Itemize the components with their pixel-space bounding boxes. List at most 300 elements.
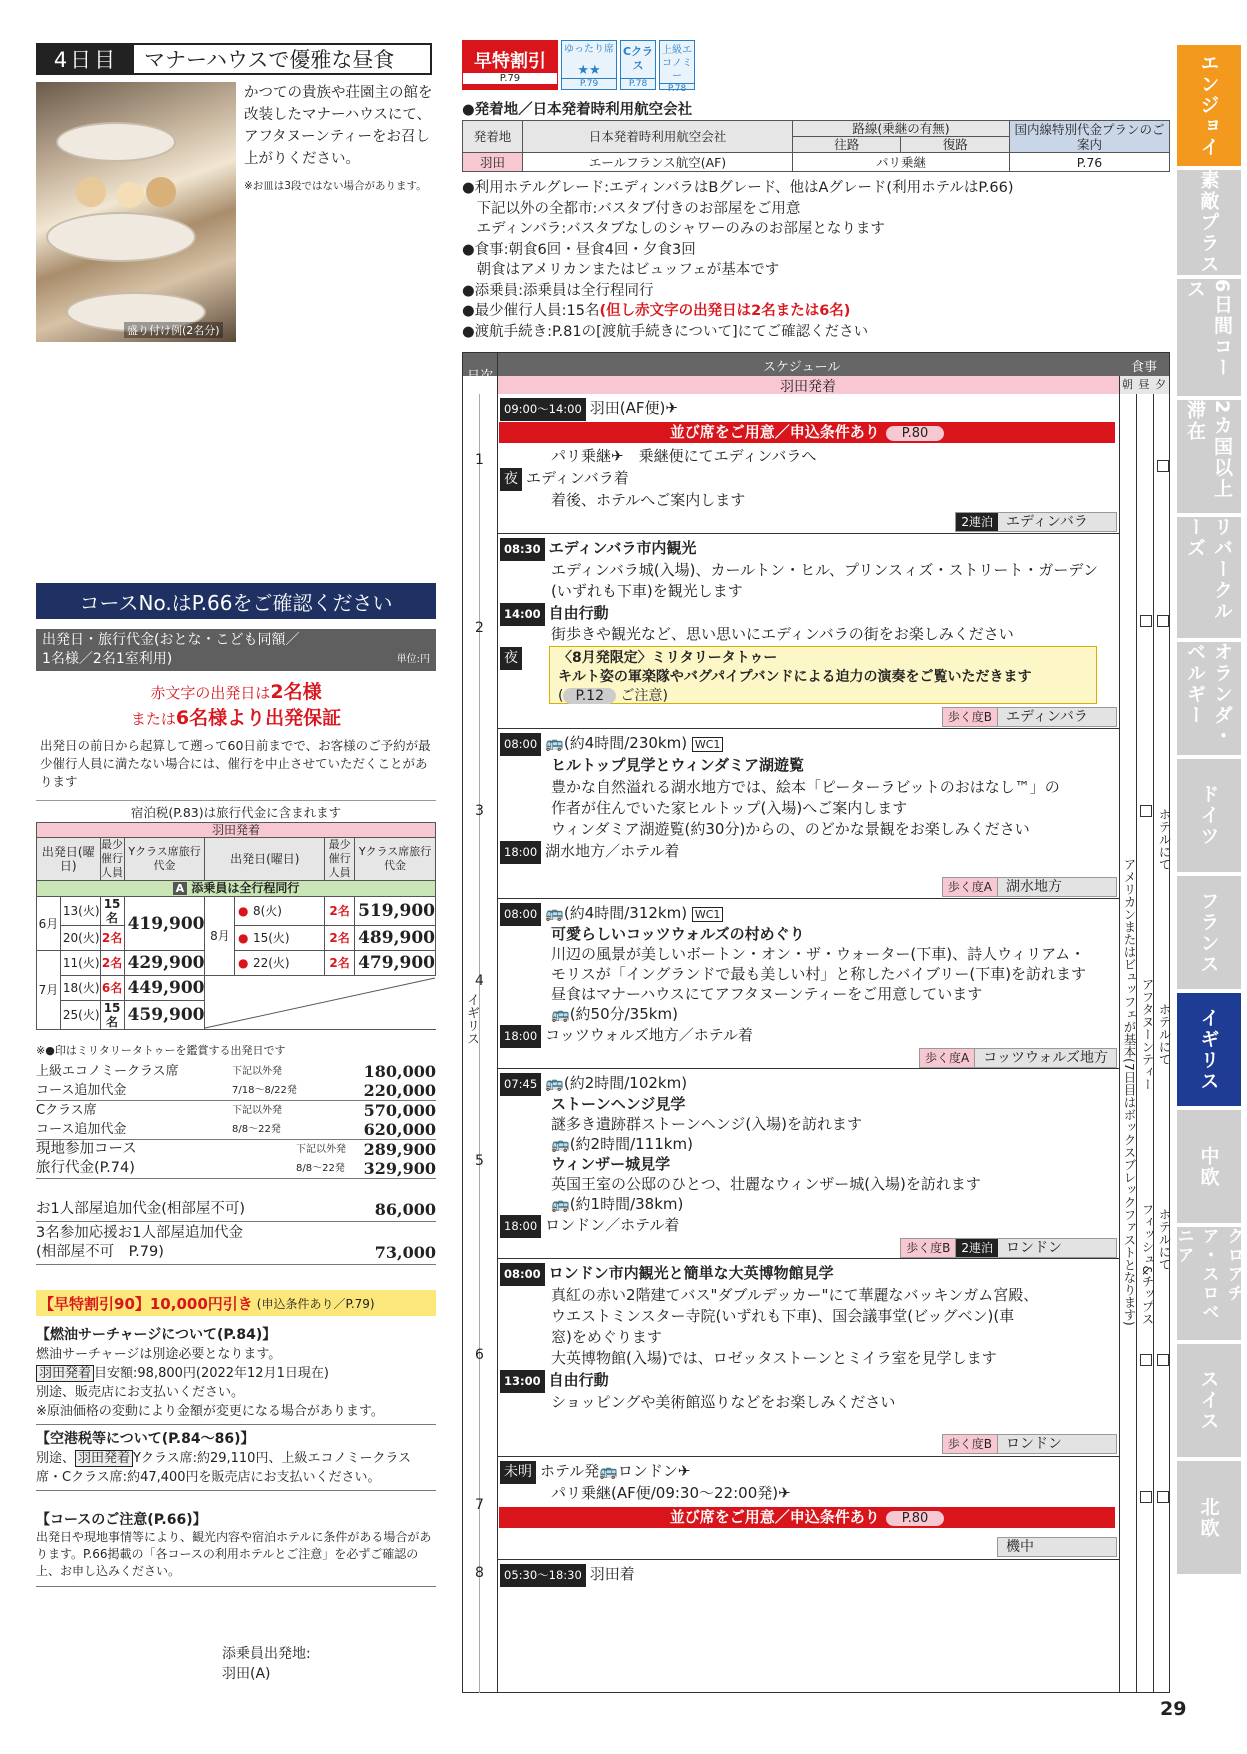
price-cell: 519,900 [355, 897, 436, 926]
time-tag: 18:00 [500, 1215, 541, 1238]
origin-tag: 羽田発着 [36, 1365, 94, 1382]
price-header-line1: 出発日・旅行代金(おとな・こども同額／ [42, 632, 300, 648]
breakfast-note: アメリカンまたはビュッフェが基本(7日目はボックスブレックファストとなります) [1122, 858, 1137, 1326]
info-line: 下記以外の全都市:バスタブ付きのお部屋をご用意 [462, 200, 801, 217]
three-person-label: 3名参加応援お1人部屋追加代金 [36, 1225, 243, 1241]
date-cell: 13(火) [60, 897, 100, 926]
schedule-line: (約4時間/230km) [563, 734, 688, 752]
min-cell: 15名 [100, 897, 124, 926]
schedule-line: エディンバラ市内観光 [548, 539, 697, 557]
schedule-line: ホテル発🚌ロンドン✈ [540, 1462, 691, 1480]
schedule-line: 自由行動 [548, 604, 609, 622]
time-tag: 05:30～18:30 [500, 1564, 586, 1587]
lunch-box-day3 [1140, 805, 1152, 817]
addon-amount: 620,000 [363, 1120, 436, 1139]
column-divider [1119, 376, 1120, 1693]
dinner-hotel-note: ホテルにて [1157, 1208, 1172, 1271]
badge-label: ゆったり席 [564, 44, 614, 55]
tattoo-title: 〈8月発限定〉ミリタリータトゥー [558, 650, 778, 666]
date-cell: 18(火) [60, 976, 100, 1001]
info-line: ●添乗員:添乗員は全行程同行 [462, 282, 654, 299]
schedule-line: (約2時間/111km) [569, 1135, 693, 1153]
bus-icon: 🚌 [545, 1074, 564, 1092]
addon-amount: 570,000 [363, 1101, 436, 1120]
lunch-box-day6 [1140, 1354, 1152, 1366]
bus-icon: 🚌 [551, 1005, 570, 1023]
dinner-box-day7 [1157, 1491, 1169, 1503]
day4-title: マナーハウスで優雅な昼食 [144, 48, 395, 72]
fuel-text: 燃油サーチャージは別途必要となります。 [36, 1347, 282, 1362]
empty-cell [205, 976, 436, 1030]
cancel-note: 出発日の前日から起算して遡って60日前までで、お客様のご予約が最少催行人員に満たない場合には、催行を中止させていただくことがあります [40, 738, 431, 789]
schedule-line: (約1時間/38km) [569, 1195, 684, 1213]
date-cell: 25(火) [60, 1001, 100, 1030]
badge-row [462, 40, 695, 94]
single-room-label: お1人部屋追加代金(相部屋不可) [36, 1201, 246, 1217]
walk-level: 歩く度B [943, 1435, 998, 1453]
schedule-line: 昼食はマナーハウスにてアフタヌーンティーをご用意しています [551, 985, 983, 1003]
upper-economy-badge [659, 40, 695, 94]
schedule-line: ウィンダミア湖遊覧(約30分)からの、のどかな景観をお楽しみください [551, 820, 1030, 838]
price-cell: 489,900 [355, 926, 436, 951]
time-tag: 08:30 [500, 538, 545, 561]
schedule-line: 豊かな自然溢れる湖水地方では、絵本「ピーターラビットのおはなし™」の [551, 778, 1060, 796]
single-room-amount: 86,000 [374, 1200, 436, 1219]
tab-enjoy[interactable]: エンジョイ [1177, 45, 1241, 166]
photo-caption: 盛り付け例(2名分) [124, 322, 223, 338]
early-discount-box [36, 1290, 436, 1316]
schedule-line: 作者が住んでいた家ヒルトップ(入場)へご案内します [551, 799, 908, 817]
afternoon-tea-photo [36, 82, 236, 342]
addon-period: 8/8～22発 [232, 1124, 281, 1135]
schedule-line: 英国王室の公邸のひとつ、壮麗なウィンザー城(入場)を訪れます [551, 1175, 981, 1193]
schedule-line: ウエストミンスター寺院(いずれも下車)、国会議事堂(ビッグベン)(車 [551, 1307, 1015, 1325]
schedule-line: (約4時間/312km) [563, 904, 688, 922]
schedule-line: 川辺の風景が美しいボートン・オン・ザ・ウォーター(下車)、詩人ウィリアム・ [551, 945, 1086, 963]
price-cell: 429,900 [124, 951, 205, 976]
addon-prices [36, 1062, 436, 1179]
military-tattoo-note: ※●印はミリタリータトゥーを鑑賞する出発日です [36, 1044, 286, 1057]
addon-label: 現地参加コース [36, 1141, 137, 1157]
group-row [37, 881, 436, 897]
seat-banner-page: P.80 [886, 1511, 945, 1526]
escort-departure [222, 1644, 311, 1684]
time-tag: 14:00 [500, 603, 545, 626]
group-badge: A [173, 882, 188, 895]
early-discount-badge [462, 40, 558, 90]
col-return: 復路 [901, 137, 1010, 153]
tattoo-page: P.12 [563, 688, 616, 704]
day-6 [475, 1259, 1119, 1457]
addon-period: 下記以外発 [296, 1144, 346, 1155]
min-cell: 15名 [100, 1001, 124, 1030]
schedule-line: エディンバラ城(入場)、カールトン・ヒル、プリンスィズ・ストリート・ガーデン [551, 561, 1099, 579]
info-line: ●渡航手続き:P.81の[渡航手続きについて]にてご確認ください [462, 323, 869, 340]
day-number: 2 [475, 620, 484, 636]
addon-period: 7/18～8/22発 [232, 1085, 297, 1096]
military-tattoo-box: 〈8月発限定〉ミリタリータトゥー キルト姿の軍楽隊やバグパイプバンドによる迫力の演奏をご覧いただきます ( P.12 ご注意) [549, 646, 1097, 704]
info-line: エディンバラ:バスタブなしのシャワーのみのお部屋となります [462, 221, 885, 237]
time-tag: 09:00～14:00 [500, 398, 586, 421]
walk-level: 歩く度A [943, 878, 998, 896]
tab-croatia-slovenia[interactable]: クロアチア・スロベニア [1177, 1227, 1241, 1340]
day4-header [36, 43, 432, 75]
origin-cell: 羽田 [463, 153, 523, 172]
addon-label: 旅行代金(P.74) [36, 1160, 135, 1176]
price-header-line2: 1名様／2名1室利用) [42, 651, 173, 667]
airport-title: 【空港税等について(P.84～86)】 [36, 1431, 255, 1447]
col-date: 出発日(曜日) [205, 838, 325, 881]
dinner-hotel-note: ホテルにて [1157, 808, 1172, 871]
addon-label: 上級エコノミークラス席 [36, 1064, 179, 1079]
stay-label [942, 1434, 1117, 1454]
stay-city: ロンドン [1006, 1436, 1062, 1452]
tattoo-caution: ご注意) [620, 688, 668, 704]
info-line: ●利用ホテルグレード:エディンバラはBグレード、他はAグレード(利用ホテルはP.66) [462, 180, 1014, 196]
tab-6-days[interactable]: 6日間コース [1177, 279, 1241, 396]
stay-city: コッツウォルズ地方 [983, 1050, 1108, 1066]
month-june: 6月 [37, 897, 61, 951]
day-3 [475, 729, 1119, 899]
day-number: 1 [475, 452, 484, 468]
tattoo-mark: ● [235, 897, 251, 926]
schedule-line: (約2時間/102km) [563, 1074, 688, 1092]
star-icon: ★★ [577, 63, 601, 78]
tour-info [462, 178, 1192, 342]
fuel-text: ※原油価格の変動により金額が変更になる場合があります。 [36, 1404, 384, 1419]
day-number: 7 [475, 1497, 484, 1513]
schedule-line: 可愛らしいコッツウォルズの村めぐり [551, 925, 805, 943]
escort-departure-label: 添乗員出発地: [222, 1646, 311, 1662]
schedule-line: モリスが「イングランドで最も美しい村」と称したバイブリー(下車)を訪れます [551, 965, 1087, 983]
schedule-line: ヒルトップ見学とウィンダミア湖遊覧 [551, 756, 805, 774]
day-5 [475, 1069, 1119, 1259]
col-price: Yクラス席旅行代金 [124, 838, 205, 881]
col-price: Yクラス席旅行代金 [355, 838, 436, 881]
price-cell: 479,900 [355, 951, 436, 976]
tattoo-mark: ● [235, 926, 251, 951]
departure-guarantee [36, 680, 436, 732]
dinner-box-day1 [1157, 460, 1169, 472]
price-unit: 単位:円 [396, 654, 430, 665]
c-class-badge [620, 40, 656, 90]
tab-river-cruise[interactable]: リバークルーズ [1177, 517, 1241, 638]
col-route: 路線(乗継の有無) [793, 121, 1010, 137]
airport-text: Yクラス席:約29,110円、上級エコノミークラス席・Cクラス席:約47,400円を販売店にお支払いください。 [36, 1451, 412, 1485]
stay-label [942, 877, 1117, 897]
header-breakfast: 朝 [1121, 378, 1133, 391]
col-airline: 日本発着時利用航空会社 [523, 121, 793, 153]
col-min: 最少催行人員 [325, 838, 355, 881]
accommodation-tax-note: 宿泊税(P.83)は旅行代金に含まれます [36, 800, 436, 821]
day-number: 6 [475, 1347, 484, 1363]
time-tag: 08:00 [500, 733, 541, 756]
info-line: ●食事:朝食6回・昼食4回・夕食3回 [462, 241, 696, 258]
stay-label [997, 1537, 1117, 1557]
info-line: 朝食はアメリカンまたはビュッフェが基本です [462, 262, 780, 278]
day4-number: 4日目 [38, 45, 134, 73]
walk-level: 歩く度A [920, 1049, 975, 1067]
airport-tax [36, 1430, 436, 1491]
tab-central-europe[interactable]: 中欧 [1177, 1110, 1241, 1223]
stay-city: エディンバラ [1006, 709, 1088, 725]
route-cell: パリ乗継 [793, 153, 1010, 172]
schedule-table [462, 352, 1170, 1693]
diagonal-line [205, 978, 435, 1028]
dinner-box-day2 [1157, 615, 1169, 627]
min-cell: 2名 [325, 926, 355, 951]
time-tag: 未明 [500, 1461, 536, 1484]
schedule-line: パリ乗継(AF便/09:30～22:00発)✈ [551, 1484, 791, 1502]
fuel-surcharge [36, 1326, 436, 1425]
addon-label: コース追加代金 [36, 1083, 127, 1098]
col-min: 最少催行人員 [101, 838, 124, 879]
time-tag: 18:00 [500, 841, 541, 864]
tab-france[interactable]: フランス [1177, 876, 1241, 989]
min-people-note: (但し赤文字の出発日は2名または6名) [599, 303, 851, 319]
airline-cell: エールフランス航空(AF) [523, 153, 793, 172]
page-number: 29 [1160, 1698, 1187, 1720]
guarantee-text: または [130, 710, 176, 728]
header-dinner: 夕 [1155, 378, 1167, 391]
badge-label: 上級エコノミー [662, 45, 692, 82]
caution-body: 出発日や現地事情等により、観光内容や宿泊ホテルに条件がある場合があります。P.66掲載の「各コースの利用ホテルとご注意」を必ずご確認の上、お申し込みください。 [36, 1530, 432, 1578]
tab-germany[interactable]: ドイツ [1177, 759, 1241, 872]
escort-departure-value: 羽田(A) [222, 1666, 271, 1682]
header-lunch: 昼 [1138, 378, 1150, 391]
tab-netherlands-belgium[interactable]: オランダ・ベルギー [1177, 642, 1241, 755]
schedule-line: 窓)をめぐります [551, 1328, 662, 1346]
badge-label: 早特割引 [474, 50, 546, 72]
airport-text: 別途、 [36, 1451, 76, 1466]
day-4 [475, 899, 1119, 1069]
three-person-row [36, 1222, 436, 1265]
header-schedule: スケジュール [763, 360, 841, 375]
day-number: 3 [475, 803, 484, 819]
time-tag: 夜 [500, 647, 522, 670]
badge-label: Cクラス [622, 45, 654, 72]
bus-icon: 🚌 [545, 904, 564, 922]
stay-label [919, 1048, 1117, 1068]
lunch-box-day7 [1140, 1491, 1152, 1503]
min-cell: 2名 [325, 897, 355, 926]
schedule-line: 大英博物館(入場)では、ロゼッタストーンとミイラ室を見学します [551, 1349, 997, 1367]
table-origin: 羽田発着 [37, 823, 436, 838]
schedule-line: 真紅の赤い2階建てバス"ダブルデッカー"にて華麗なバッキンガム宮殿、 [551, 1286, 1039, 1304]
badge-page: P.78 [660, 83, 694, 94]
addon-amount: 329,900 [363, 1159, 436, 1178]
single-room-prices [36, 1198, 436, 1265]
addon-amount: 289,900 [363, 1140, 436, 1159]
early-discount-main: 【早特割引90】10,000円引き [39, 1294, 253, 1313]
schedule-line: 街歩きや観光など、思い思いにエディンバラの街をお楽しみください [551, 625, 1014, 643]
schedule-header [463, 353, 1169, 384]
addon-local-join [36, 1140, 436, 1179]
stay-city: ロンドン [1006, 1240, 1062, 1256]
schedule-line: 羽田着 [589, 1565, 635, 1583]
schedule-line: ショッピングや美術館巡りなどをお楽しみください [551, 1393, 896, 1411]
walk-level: 歩く度B [943, 708, 998, 726]
schedule-line: ロンドン市内観光と簡単な大英博物館見学 [548, 1264, 834, 1282]
header-day: 日次 [467, 369, 494, 384]
tab-uk[interactable]: イギリス [1177, 993, 1241, 1106]
schedule-line: 着後、ホテルへご案内します [551, 491, 746, 509]
addon-period: 下記以外発 [232, 1105, 282, 1116]
walk-level: 歩く度B [901, 1239, 956, 1257]
price-header [36, 629, 436, 671]
tab-nordic[interactable]: 北欧 [1177, 1461, 1241, 1574]
day-1 [475, 394, 1119, 534]
col-outbound: 往路 [793, 137, 901, 153]
three-person-label: (相部屋不可 P.79) [36, 1244, 164, 1260]
schedule-line: コッツウォルズ地方／ホテル着 [545, 1026, 754, 1044]
day-7 [475, 1457, 1119, 1560]
seat-banner [499, 422, 1115, 443]
time-tag: 13:00 [500, 1370, 545, 1393]
seat-banner-page: P.80 [886, 426, 945, 441]
stay-label [900, 1238, 1117, 1258]
fuel-title: 【燃油サーチャージについて(P.84)】 [36, 1327, 277, 1343]
origin-tag: 羽田発着 [75, 1450, 133, 1467]
time-tag: 夜 [500, 468, 522, 491]
stay-nights: 2連泊 [956, 1239, 998, 1257]
schedule-line: パリ乗継✈ 乗継便にてエディンバラへ [551, 447, 817, 465]
country-label: イギリス [464, 993, 479, 1045]
bus-icon: 🚌 [551, 1135, 570, 1153]
tattoo-mark: ● [235, 951, 251, 976]
day4-note: ※お皿は3段ではない場合があります。 [244, 180, 427, 192]
min-cell: 2名 [100, 951, 124, 976]
wc-tag: WC1 [692, 737, 724, 752]
badge-page: P.78 [621, 78, 655, 89]
stay-city: エディンバラ [1006, 514, 1088, 530]
schedule-line: (約50分/35km) [569, 1005, 678, 1023]
stay-city: 湖水地方 [1006, 879, 1062, 895]
date-cell: 8(火) [251, 897, 325, 926]
meal-subheader [1119, 376, 1169, 394]
guarantee-two: 2名様 [270, 681, 322, 703]
stay-nights: 2連泊 [956, 513, 998, 531]
seat-banner-text: 並び席をご用意／申込条件あり [669, 423, 880, 441]
schedule-line: 謎多き遺跡群ストーンヘンジ(入場)を訪れます [551, 1115, 863, 1133]
time-tag: 08:00 [500, 1263, 545, 1286]
day-2 [475, 534, 1119, 729]
price-cell: 449,900 [124, 976, 205, 1001]
airline-heading: ●発着地／日本発着時利用航空会社 [462, 102, 693, 118]
wc-tag: WC1 [692, 907, 724, 922]
tattoo-desc: キルト姿の軍楽隊やバグパイプバンドによる迫力の演奏をご覧いただきます [558, 669, 1032, 685]
min-cell: 6名 [100, 976, 124, 1001]
fuel-text: 目安額:98,800円(2022年12月1日現在) [94, 1366, 329, 1381]
time-tag: 08:00 [500, 903, 541, 926]
dinner-box-day6 [1157, 1354, 1169, 1366]
lunch-day5-note: フィッシュ&チップス [1140, 1203, 1155, 1326]
addon-c-class [36, 1101, 436, 1140]
addon-period: 8/8～22発 [296, 1163, 345, 1174]
min-cell: 2名 [325, 951, 355, 976]
three-person-amount: 73,000 [374, 1243, 436, 1262]
date-cell: 22(火) [251, 951, 325, 976]
day4-description: かつての貴族や荘園主の館を改装したマナーハウスにて、アフタヌーンティーをお召し上がりください。 [244, 85, 433, 167]
yuttari-badge [561, 40, 617, 90]
month-july: 7月 [37, 951, 61, 1030]
schedule-line: 湖水地方／ホテル着 [545, 842, 680, 860]
course-number-banner: コースNo.はP.66をご確認ください [36, 583, 436, 619]
min-cell: 2名 [100, 926, 124, 951]
tab-suteki-plus[interactable]: 素敵プラス [1177, 170, 1241, 275]
badge-page: P.79 [562, 78, 616, 89]
addon-amount: 220,000 [363, 1081, 436, 1100]
badge-page: P.79 [463, 73, 557, 84]
airline-table [462, 120, 1170, 172]
schedule-line: ロンドン／ホテル着 [545, 1216, 680, 1234]
schedule-line: エディンバラ着 [526, 469, 629, 487]
lunch-day4-note: アフタヌーンティー [1140, 978, 1155, 1091]
bus-icon: 🚌 [545, 734, 564, 752]
col-date: 出発日(曜日) [37, 838, 101, 881]
price-cell: 419,900 [124, 897, 205, 951]
col-origin: 発着地 [463, 121, 523, 153]
addon-period: 下記以外発 [232, 1066, 282, 1077]
dinner-hotel-note: ホテルにて [1157, 1003, 1172, 1066]
col-domestic: 国内線特別代金プランのご案内 [1010, 121, 1170, 153]
addon-label: Cクラス席 [36, 1103, 97, 1118]
day-number: 5 [475, 1153, 484, 1169]
stay-label [942, 707, 1117, 727]
caution-title: 【コースのご注意(P.66)】 [36, 1512, 207, 1528]
info-line: ●最少催行人員:15名 [462, 303, 600, 319]
day-8 [475, 1560, 1119, 1590]
schedule-line: ストーンヘンジ見学 [551, 1095, 686, 1113]
guarantee-text: より出発保証 [227, 707, 342, 729]
single-room-row [36, 1198, 436, 1222]
time-tag: 18:00 [500, 1025, 541, 1048]
domestic-cell: P.76 [1010, 153, 1170, 172]
date-cell: 20(火) [60, 926, 100, 951]
date-cell: 15(火) [251, 926, 325, 951]
seat-banner-text: 並び席をご用意／申込条件あり [669, 1508, 880, 1526]
course-caution [36, 1512, 436, 1587]
guarantee-text: 赤文字の出発日は [150, 684, 271, 702]
lunch-box-day2 [1140, 615, 1152, 627]
price-table [36, 822, 436, 1030]
month-august: 8月 [205, 897, 235, 976]
time-tag: 07:45 [500, 1073, 541, 1096]
tab-switzerland[interactable]: スイス [1177, 1344, 1241, 1457]
price-cell: 459,900 [124, 1001, 205, 1030]
group-label: 添乗員は全行程同行 [191, 881, 300, 895]
schedule-line: (いずれも下車)を観光します [551, 582, 743, 600]
addon-label: コース追加代金 [36, 1122, 127, 1137]
header-meal: 食事 [1131, 360, 1158, 375]
schedule-origin: 羽田発着 [497, 376, 1119, 394]
addon-upper-economy [36, 1062, 436, 1101]
addon-amount: 180,000 [363, 1062, 436, 1081]
seat-banner [499, 1507, 1115, 1528]
day-number: 8 [475, 1565, 484, 1581]
stay-label [955, 512, 1117, 532]
fuel-text: 別途、販売店にお支払いください。 [36, 1385, 245, 1400]
schedule-line: 自由行動 [548, 1371, 609, 1389]
stay-city: 機中 [1006, 1539, 1034, 1555]
schedule-line: 羽田(AF便)✈ [589, 399, 678, 417]
bus-icon: 🚌 [551, 1195, 570, 1213]
guarantee-six: 6名様 [175, 707, 228, 729]
tab-multi-country[interactable]: 2カ国以上滞在 [1177, 400, 1241, 513]
schedule-line: ウィンザー城見学 [551, 1155, 671, 1173]
day-number: 4 [475, 973, 484, 989]
early-discount-sub: (申込条件あり／P.79) [256, 1296, 375, 1311]
